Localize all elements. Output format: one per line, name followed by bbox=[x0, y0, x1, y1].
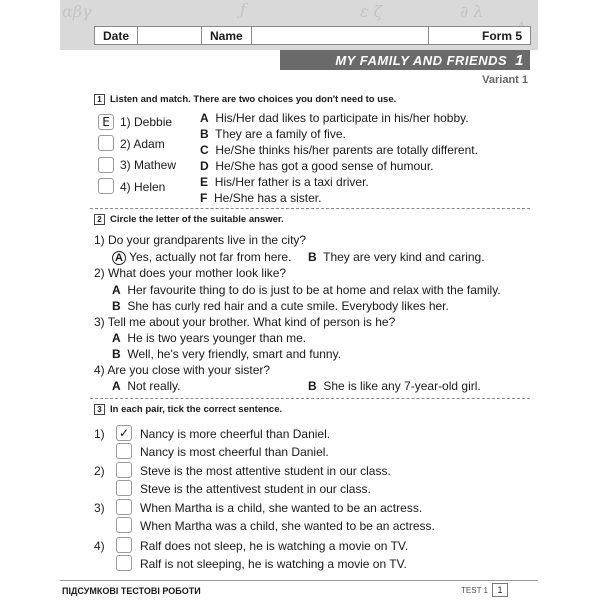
match-option: A His/Her dad likes to participate in his/her hobby. bbox=[200, 111, 469, 125]
tick-box[interactable] bbox=[116, 462, 132, 478]
pair-number: 2) bbox=[94, 464, 105, 478]
match-option: E His/Her father is a taxi driver. bbox=[200, 175, 369, 189]
match-answer-box[interactable] bbox=[98, 157, 114, 173]
match-item: 3) Mathew bbox=[120, 158, 177, 172]
footer-series-title: ПІДСУМКОВІ ТЕСТОВІ РОБОТИ bbox=[62, 586, 201, 596]
option-1a[interactable]: A Yes, actually not far from here. bbox=[112, 250, 291, 265]
name-field[interactable] bbox=[251, 27, 429, 44]
option-3b[interactable]: B Well, he's very friendly, smart and funny. bbox=[112, 347, 342, 361]
footer-test-label: TEST 1 bbox=[461, 586, 488, 595]
sentence-option: Nancy is more cheerful than Daniel. bbox=[140, 427, 331, 441]
student-info-row bbox=[94, 26, 531, 45]
option-4a[interactable]: A Not really. bbox=[112, 379, 181, 393]
match-answer-box[interactable] bbox=[98, 178, 114, 194]
question-3: 3) Tell me about your brother. What kind of person is he? bbox=[94, 315, 396, 329]
match-option: C He/She thinks his/her parents are totally different. bbox=[200, 143, 478, 157]
name-label: Name bbox=[210, 28, 243, 43]
question-1: 1) Do your grandparents live in the city? bbox=[94, 233, 307, 247]
sentence-option: Ralf is not sleeping, he is watching a movie on TV. bbox=[140, 557, 407, 571]
tick-box[interactable]: ✓ bbox=[116, 425, 132, 441]
match-item: 1) Debbie bbox=[120, 115, 173, 129]
question-4: 4) Are you close with your sister? bbox=[94, 363, 271, 377]
option-2a[interactable]: A Her favourite thing to do is just to be at home and relax with the family. bbox=[112, 283, 501, 297]
tick-box[interactable] bbox=[116, 517, 132, 533]
pair-number: 4) bbox=[94, 539, 105, 553]
sentence-option: Steve is the most attentive student in our class. bbox=[140, 464, 391, 478]
decorative-letters: αβγ ƒ ε ζ ∂ λ bbox=[62, 0, 484, 21]
pair-number: 1) bbox=[94, 427, 105, 441]
sentence-option: When Martha is a child, she wanted to be an actress. bbox=[140, 501, 423, 515]
sentence-option: When Martha was a child, she wanted to be an actress. bbox=[140, 519, 435, 533]
sentence-option: Nancy is most cheerful than Daniel. bbox=[140, 445, 329, 459]
tick-box[interactable] bbox=[116, 537, 132, 553]
question-2: 2) What does your mother look like? bbox=[94, 266, 287, 280]
sentence-option: Steve is the attentivest student in our class. bbox=[140, 482, 371, 496]
task2-heading bbox=[94, 214, 284, 225]
tick-box[interactable] bbox=[116, 480, 132, 496]
sentence-option: Ralf does not sleep, he is watching a movie on TV. bbox=[140, 539, 409, 553]
date-field[interactable] bbox=[137, 27, 202, 44]
match-option: D He/She has got a good sense of humour. bbox=[200, 159, 434, 173]
tick-box[interactable] bbox=[116, 499, 132, 515]
task1-number: 1 bbox=[94, 94, 105, 105]
match-answer-box[interactable]: E bbox=[98, 114, 114, 130]
match-option: F He/She has a sister. bbox=[200, 191, 322, 205]
option-3a[interactable]: A He is two years younger than me. bbox=[112, 331, 307, 345]
match-answer-box[interactable] bbox=[98, 135, 114, 151]
variant-label: Variant 1 bbox=[482, 74, 528, 86]
task1-instruction: Listen and match. There are two choices you don't need to use. bbox=[110, 94, 397, 105]
test-title-bar bbox=[280, 50, 530, 70]
task1-heading bbox=[94, 94, 396, 105]
header-band bbox=[60, 0, 538, 50]
task3-instruction: In each pair, tick the correct sentence. bbox=[110, 404, 283, 415]
test-title-number: 1 bbox=[515, 51, 524, 69]
form-label: Form 5 bbox=[481, 28, 522, 43]
option-2b[interactable]: B She has curly red hair and a cute smile. Everybody likes her. bbox=[112, 299, 449, 313]
tick-box[interactable] bbox=[116, 443, 132, 459]
task3-number: 3 bbox=[94, 404, 105, 415]
task2-instruction: Circle the letter of the suitable answer. bbox=[110, 214, 284, 225]
match-option: B They are a family of five. bbox=[200, 127, 346, 141]
date-label: Date bbox=[103, 28, 130, 43]
test-title: MY FAMILY AND FRIENDS bbox=[335, 52, 508, 68]
pair-number: 3) bbox=[94, 501, 105, 515]
divider bbox=[90, 208, 530, 209]
worksheet-page bbox=[60, 0, 538, 600]
option-4b[interactable]: B She is like any 7-year-old girl. bbox=[308, 379, 481, 393]
match-item: 2) Adam bbox=[120, 137, 165, 151]
match-item: 4) Helen bbox=[120, 180, 166, 194]
circled-answer: A bbox=[112, 251, 126, 265]
task2-number: 2 bbox=[94, 214, 105, 225]
page-number: 1 bbox=[492, 583, 508, 597]
divider bbox=[90, 398, 530, 399]
task3-heading bbox=[94, 404, 282, 415]
option-1b[interactable]: B They are very kind and caring. bbox=[308, 250, 485, 264]
match-options bbox=[200, 111, 478, 207]
footer-divider bbox=[60, 580, 538, 581]
tick-box[interactable] bbox=[116, 555, 132, 571]
